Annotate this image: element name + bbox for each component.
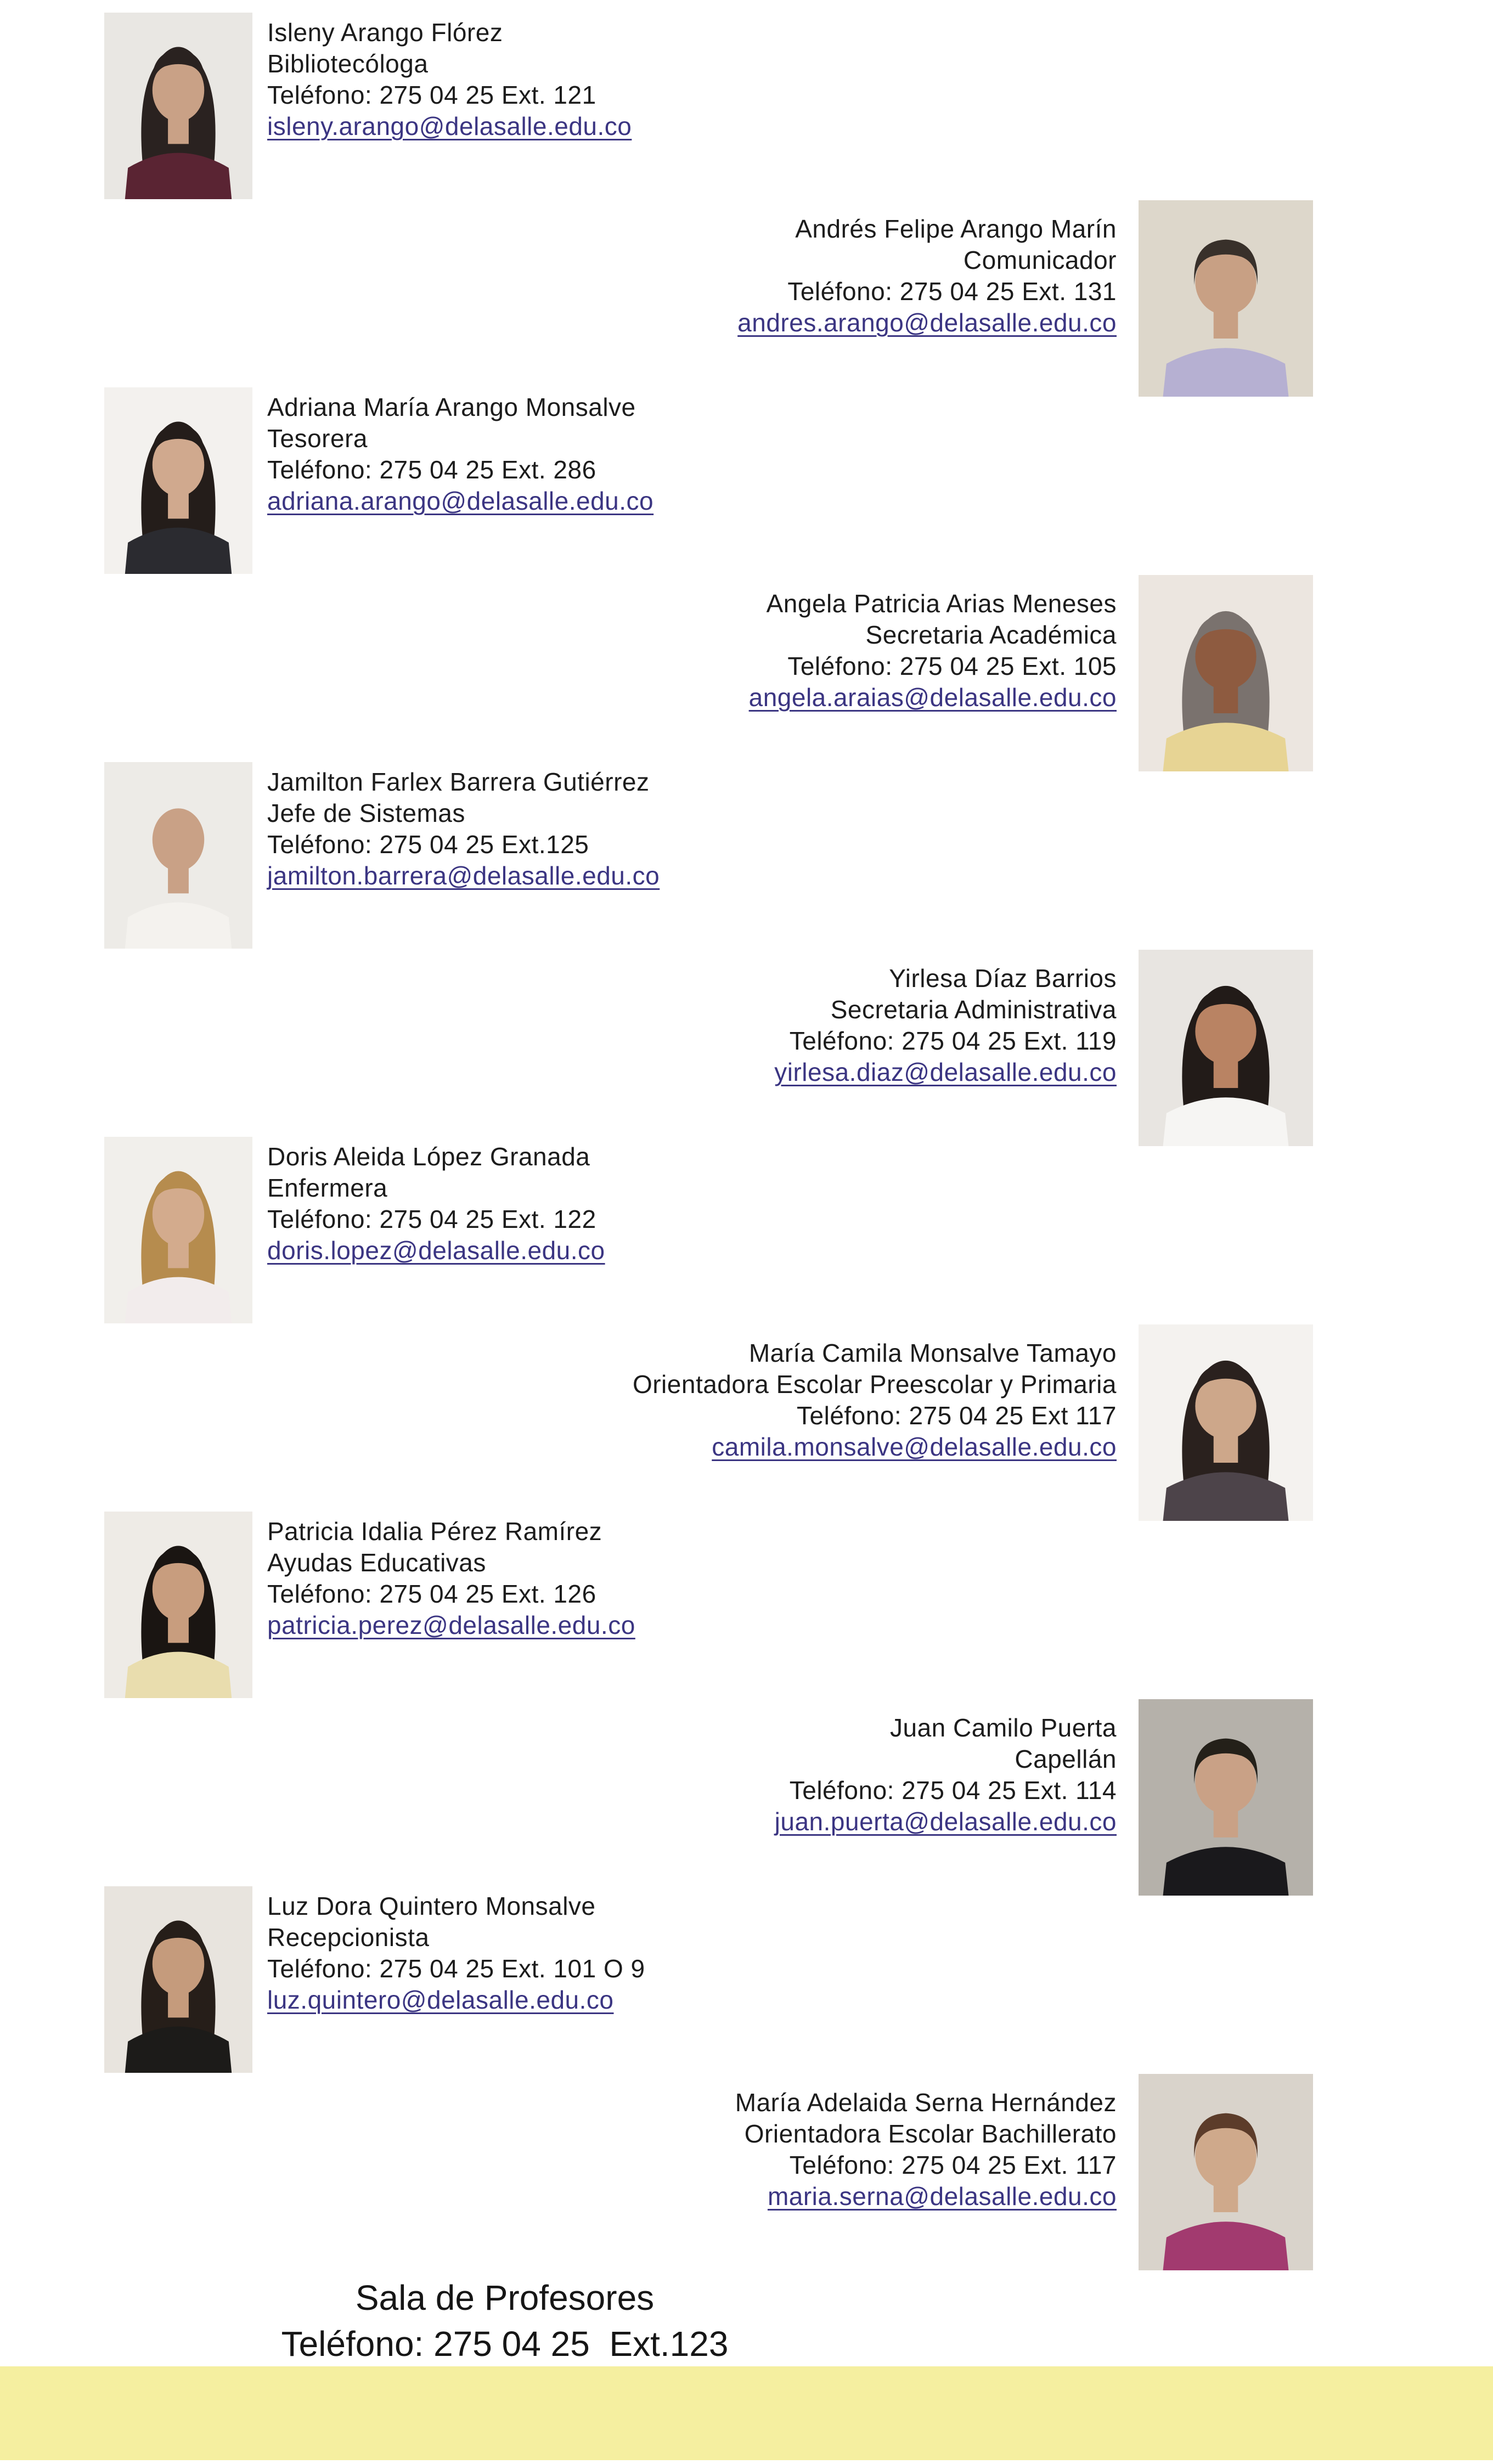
staff-photo xyxy=(1139,950,1313,1146)
staff-photo xyxy=(1139,575,1313,771)
staff-name: Doris Aleida López Granada xyxy=(267,1142,590,1171)
staff-name: Yirlesa Díaz Barrios xyxy=(889,964,1117,993)
staff-role: Orientadora Escolar Preescolar y Primaria xyxy=(632,1370,1117,1399)
staff-photo xyxy=(104,1512,252,1698)
person-portrait-placeholder xyxy=(1139,200,1313,397)
staff-entry xyxy=(0,1137,1493,1334)
staff-email-line xyxy=(294,1806,1117,1837)
footer-accent-bar xyxy=(0,2366,1493,2460)
staff-info xyxy=(294,1338,1117,1463)
staff-photo xyxy=(1139,200,1313,397)
staff-info xyxy=(294,1712,1117,1837)
staff-email-line xyxy=(267,1235,1079,1266)
staff-phone: Teléfono: 275 04 25 Ext. 117 xyxy=(789,2151,1117,2179)
staff-entry xyxy=(0,200,1493,398)
staff-entry xyxy=(0,1512,1493,1709)
staff-role: Orientadora Escolar Bachillerato xyxy=(744,2119,1117,2148)
staff-email-line xyxy=(267,486,1079,517)
staff-email-link[interactable]: maria.serna@delasalle.edu.co xyxy=(767,2182,1117,2211)
staff-photo xyxy=(1139,1324,1313,1521)
staff-entry xyxy=(0,1699,1493,1897)
staff-entry xyxy=(0,387,1493,585)
footer xyxy=(0,2275,1010,2367)
staff-info xyxy=(294,963,1117,1088)
staff-info xyxy=(267,1891,1079,2016)
staff-photo xyxy=(104,762,252,949)
staff-info xyxy=(294,588,1117,713)
staff-info xyxy=(294,213,1117,339)
footer-room-title: Sala de Profesores xyxy=(355,2278,655,2318)
staff-role: Capellán xyxy=(1015,1745,1117,1773)
staff-info xyxy=(267,1141,1079,1266)
staff-email-line xyxy=(294,1431,1117,1463)
staff-entry xyxy=(0,762,1493,960)
staff-info xyxy=(267,392,1079,517)
staff-phone: Teléfono: 275 04 25 Ext. 126 xyxy=(267,1580,596,1608)
staff-photo xyxy=(1139,1699,1313,1896)
staff-email-link[interactable]: patricia.perez@delasalle.edu.co xyxy=(267,1611,635,1639)
staff-phone: Teléfono: 275 04 25 Ext.125 xyxy=(267,830,589,859)
staff-name: Andrés Felipe Arango Marín xyxy=(795,215,1117,243)
staff-phone: Teléfono: 275 04 25 Ext. 119 xyxy=(789,1027,1117,1055)
staff-phone: Teléfono: 275 04 25 Ext. 101 O 9 xyxy=(267,1954,645,1983)
staff-role: Enfermera xyxy=(267,1174,388,1202)
person-portrait-placeholder xyxy=(1139,950,1313,1146)
staff-photo xyxy=(104,1886,252,2073)
staff-name: María Camila Monsalve Tamayo xyxy=(748,1339,1117,1367)
staff-name: María Adelaida Serna Hernández xyxy=(735,2088,1117,2117)
staff-email-line xyxy=(267,1984,1079,2016)
staff-name: Angela Patricia Arias Meneses xyxy=(766,589,1117,618)
staff-photo xyxy=(1139,2074,1313,2270)
person-portrait-placeholder xyxy=(104,13,252,199)
staff-entry xyxy=(0,950,1493,1147)
staff-phone: Teléfono: 275 04 25 Ext. 286 xyxy=(267,455,596,484)
staff-role: Tesorera xyxy=(267,424,368,453)
staff-entry xyxy=(0,1324,1493,1522)
staff-phone: Teléfono: 275 04 25 Ext. 114 xyxy=(789,1776,1117,1805)
person-portrait-placeholder xyxy=(104,1886,252,2073)
staff-email-link[interactable]: luz.quintero@delasalle.edu.co xyxy=(267,1986,614,2014)
staff-name: Jamilton Farlex Barrera Gutiérrez xyxy=(267,768,650,796)
staff-phone: Teléfono: 275 04 25 Ext. 131 xyxy=(787,277,1117,306)
staff-email-line xyxy=(267,1610,1079,1641)
staff-photo xyxy=(104,13,252,199)
staff-email-link[interactable]: juan.puerta@delasalle.edu.co xyxy=(774,1807,1117,1836)
staff-email-line xyxy=(294,1057,1117,1088)
footer-room-phone: Teléfono: 275 04 25 Ext.123 xyxy=(281,2324,729,2364)
person-portrait-placeholder xyxy=(104,762,252,949)
staff-role: Recepcionista xyxy=(267,1923,430,1952)
staff-email-link[interactable]: andres.arango@delasalle.edu.co xyxy=(737,308,1117,337)
staff-name: Luz Dora Quintero Monsalve xyxy=(267,1892,596,1920)
staff-phone: Teléfono: 275 04 25 Ext. 121 xyxy=(267,81,596,109)
staff-phone: Teléfono: 275 04 25 Ext 117 xyxy=(797,1401,1117,1430)
staff-role: Bibliotecóloga xyxy=(267,49,429,78)
staff-name: Juan Camilo Puerta xyxy=(890,1713,1117,1742)
staff-email-link[interactable]: doris.lopez@delasalle.edu.co xyxy=(267,1236,605,1265)
person-portrait-placeholder xyxy=(104,1137,252,1323)
staff-phone: Teléfono: 275 04 25 Ext. 105 xyxy=(787,652,1117,680)
staff-info xyxy=(294,2087,1117,2212)
person-portrait-placeholder xyxy=(104,387,252,574)
staff-role: Ayudas Educativas xyxy=(267,1548,486,1577)
staff-email-link[interactable]: jamilton.barrera@delasalle.edu.co xyxy=(267,861,660,890)
staff-entry xyxy=(0,13,1493,210)
staff-email-line xyxy=(267,860,1079,892)
staff-role: Secretaria Administrativa xyxy=(830,995,1117,1024)
staff-info xyxy=(267,17,1079,142)
person-portrait-placeholder xyxy=(104,1512,252,1698)
person-portrait-placeholder xyxy=(1139,1324,1313,1521)
staff-role: Secretaria Académica xyxy=(865,621,1117,649)
staff-entry xyxy=(0,1886,1493,2084)
staff-phone: Teléfono: 275 04 25 Ext. 122 xyxy=(267,1205,596,1233)
staff-role: Jefe de Sistemas xyxy=(267,799,465,827)
staff-name: Isleny Arango Flórez xyxy=(267,18,503,47)
staff-name: Adriana María Arango Monsalve xyxy=(267,393,636,421)
staff-photo xyxy=(104,387,252,574)
person-portrait-placeholder xyxy=(1139,1699,1313,1896)
staff-email-link[interactable]: adriana.arango@delasalle.edu.co xyxy=(267,487,654,515)
staff-email-link[interactable]: isleny.arango@delasalle.edu.co xyxy=(267,112,632,140)
staff-email-link[interactable]: yirlesa.diaz@delasalle.edu.co xyxy=(774,1058,1117,1086)
staff-photo xyxy=(104,1137,252,1323)
staff-email-link[interactable]: camila.monsalve@delasalle.edu.co xyxy=(712,1433,1117,1461)
staff-email-line xyxy=(294,2181,1117,2212)
staff-role: Comunicador xyxy=(963,246,1117,274)
staff-name: Patricia Idalia Pérez Ramírez xyxy=(267,1517,602,1546)
person-portrait-placeholder xyxy=(1139,575,1313,771)
staff-email-line xyxy=(267,111,1079,142)
staff-entry xyxy=(0,2074,1493,2271)
person-portrait-placeholder xyxy=(1139,2074,1313,2270)
staff-email-line xyxy=(294,307,1117,339)
staff-email-link[interactable]: angela.araias@delasalle.edu.co xyxy=(748,683,1117,712)
staff-info xyxy=(267,766,1079,892)
staff-info xyxy=(267,1516,1079,1641)
staff-entry xyxy=(0,575,1493,773)
staff-email-line xyxy=(294,682,1117,713)
